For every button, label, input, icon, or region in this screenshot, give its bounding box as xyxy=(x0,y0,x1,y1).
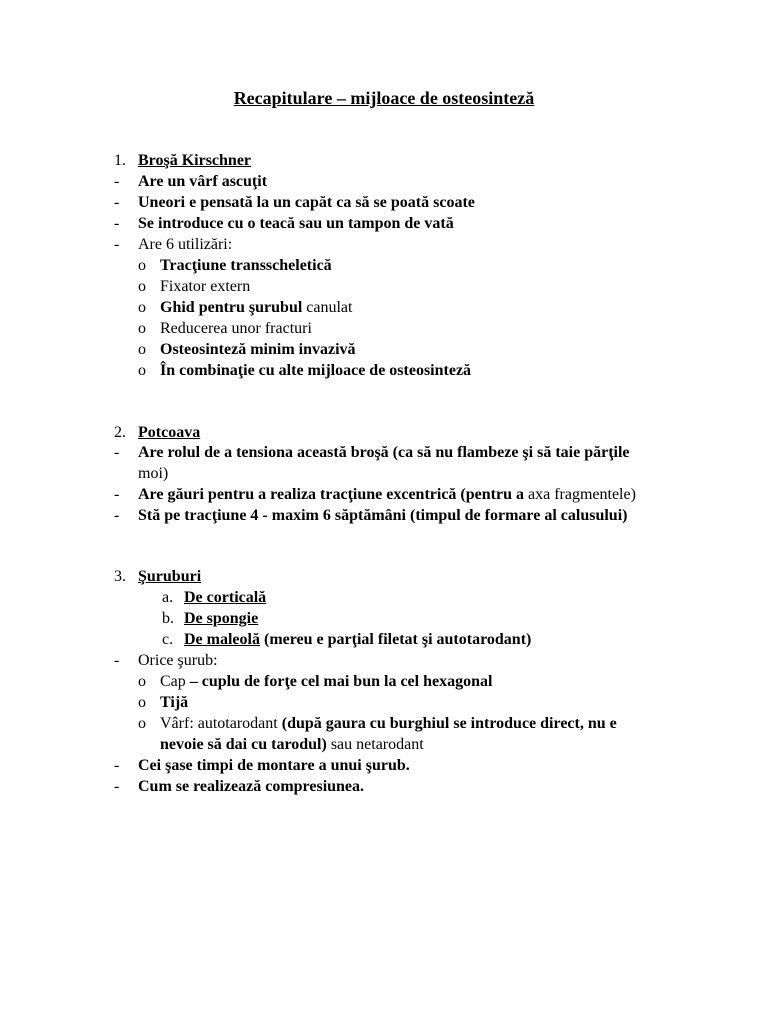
list-item-bold: Are găuri pentru a realiza tracţiune excentrică (pentru a xyxy=(138,486,524,503)
type-label: De corticală xyxy=(184,589,267,606)
sub-item-text: Tijă xyxy=(160,694,189,711)
list-item-text-continued: moi) xyxy=(138,465,169,482)
sub-bullet: o xyxy=(138,299,146,316)
type-text xyxy=(184,629,531,650)
section-2-heading: Potcoava xyxy=(138,424,201,441)
list-item-normal: axa fragmentele) xyxy=(523,486,636,503)
list-item: - xyxy=(114,444,120,461)
section-1-number: 1. xyxy=(114,152,126,169)
sub-item-normal: canulat xyxy=(302,299,353,316)
sub-bullet: o xyxy=(138,320,146,337)
list-item-text: Stă pe tracţiune 4 - maxim 6 săptămâni (timpul de formare al calusului) xyxy=(138,507,628,524)
list-item-text: Uneori e pensată la un capăt ca să se poată scoate xyxy=(138,194,475,211)
sub-item-text: Osteosinteză minim invazivă xyxy=(160,341,356,358)
sub-bullet: o xyxy=(138,257,146,274)
section-2-number: 2. xyxy=(114,424,126,441)
list-item-text: Orice şurub: xyxy=(138,652,218,669)
section-3-heading: Şuruburi xyxy=(138,568,202,585)
list-item-text: Se introduce cu o teacă sau un tampon de vată xyxy=(138,215,454,232)
list-item: - xyxy=(114,236,120,253)
section-3-number: 3. xyxy=(114,568,126,585)
type-label: De spongie xyxy=(184,610,259,627)
sub-item-bold: Ghid pentru şurubul xyxy=(160,299,303,316)
list-item-text xyxy=(138,484,636,505)
sub-item-text: În combinaţie cu alte mijloace de osteosinteză xyxy=(160,362,472,379)
list-item-text: Cum se realizează compresiunea. xyxy=(138,778,365,795)
sub-item-normal: Cap xyxy=(160,673,186,690)
type-label: De maleolă xyxy=(184,631,260,648)
sub-bullet: o xyxy=(138,341,146,358)
sub-item-bold: nevoie să dai cu tarodul) xyxy=(160,736,327,753)
sub-item-bold: – cuplu de forţe cel mai bun la cel hexagonal xyxy=(185,673,493,690)
sub-item-text xyxy=(160,297,352,318)
list-item-text: Are 6 utilizări: xyxy=(138,236,233,253)
list-item-text: Are un vârf ascuţit xyxy=(138,173,268,190)
section-1-heading: Broşă Kirschner xyxy=(138,152,252,169)
sub-item-normal: Vârf: autotarodant xyxy=(160,715,278,732)
list-item: - xyxy=(114,652,120,669)
list-item: - xyxy=(114,486,120,503)
sub-bullet: o xyxy=(138,673,146,690)
sub-item-bold: (după gaura cu burghiul se introduce direct, nu e xyxy=(277,715,617,732)
sub-item-text-continued xyxy=(160,734,424,755)
sub-item-text xyxy=(160,671,492,692)
type-rest: (mereu e parţial filetat şi autotarodant) xyxy=(259,631,532,648)
list-item: - xyxy=(114,507,120,524)
type-letter: a. xyxy=(162,589,174,606)
sub-bullet: o xyxy=(138,278,146,295)
list-item: - xyxy=(114,757,120,774)
list-item-text: Are rolul de a tensiona această broşă (ca să nu flambeze şi să taie părţile xyxy=(138,444,630,461)
sub-bullet: o xyxy=(138,362,146,379)
sub-bullet: o xyxy=(138,694,146,711)
list-item: - xyxy=(114,173,120,190)
sub-bullet: o xyxy=(138,715,146,732)
list-item: - xyxy=(114,194,120,211)
page-title: Recapitulare – mijloace de osteosinteză xyxy=(233,88,535,108)
sub-item-text: Reducerea unor fracturi xyxy=(160,320,312,337)
type-letter: c. xyxy=(162,631,174,648)
sub-item-text: Tracţiune transscheletică xyxy=(160,257,332,274)
list-item: - xyxy=(114,215,120,232)
sub-item-text xyxy=(160,713,617,734)
list-item-text: Cei şase timpi de montare a unui şurub. xyxy=(138,757,410,774)
list-item: - xyxy=(114,778,120,795)
sub-item-normal: sau netarodant xyxy=(326,736,424,753)
sub-item-text: Fixator extern xyxy=(160,278,251,295)
type-letter: b. xyxy=(162,610,174,627)
